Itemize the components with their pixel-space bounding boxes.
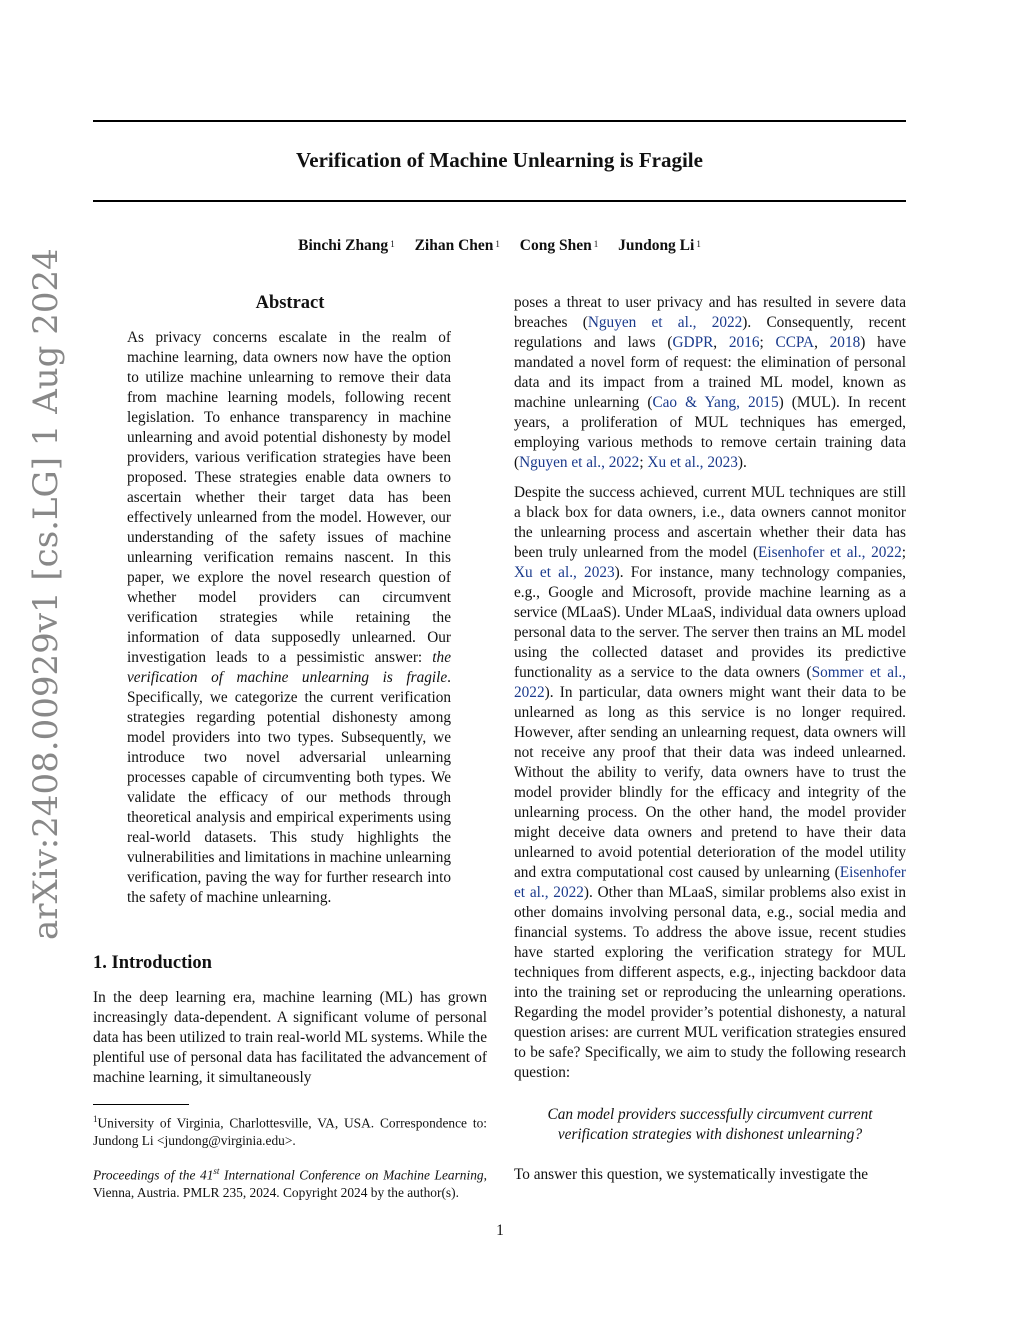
intro-paragraph-3: To answer this question, we systematically investigate the <box>514 1166 869 1183</box>
citation-link[interactable]: Nguyen et al., 2022 <box>519 454 640 471</box>
abstract-heading: Abstract <box>255 293 325 313</box>
citation-link[interactable]: GDPR <box>672 334 714 351</box>
citation-link[interactable]: Xu et al., 2023 <box>514 564 615 581</box>
citation-link[interactable]: Eisenhofer et al., 2022 <box>758 544 902 561</box>
proceedings-footnote: Proceedings of the 41st International Conference on Machine Learning, Vienna, Austria. PMLR 235, 2024. Copyright 2024 by the author(s). <box>93 1166 487 1201</box>
citation-link[interactable]: Sommer et al., 2022 <box>514 664 906 701</box>
author-3: Cong Shen $^1$ <box>519 237 599 254</box>
citation-link[interactable]: Cao & Yang, 2015 <box>652 394 779 411</box>
title-rule-top <box>93 120 906 122</box>
intro-paragraph-1: In the deep learning era, machine learning (ML) has grown increasingly data-dependent. A significant volume of personal data has been utilized to train real-world ML systems. While the plentiful use of personal data has facilitated the advancement of machine learning, it simultaneously <box>93 989 487 1086</box>
left-column <box>93 290 487 1202</box>
citation-link[interactable]: 2018 <box>829 334 861 351</box>
page-number: 1 <box>496 1222 504 1239</box>
citation-link[interactable]: Eisenhofer et al., 2022 <box>514 864 906 901</box>
right-column <box>514 293 906 1185</box>
author-1: Binchi Zhang $^1$ <box>298 237 395 254</box>
citation-link[interactable]: Nguyen et al., 2022 <box>587 314 743 331</box>
author-4: Jundong Li $^1$ <box>618 237 701 254</box>
author-list <box>93 235 906 257</box>
introduction-heading: 1. Introduction <box>93 953 212 973</box>
citation-link[interactable]: CCPA <box>775 334 815 351</box>
author-2: Zihan Chen $^1$ <box>414 237 500 254</box>
affiliation-footnote: $^1$University of Virginia, Charlottesville, VA, USA. Correspondence to: Jundong Li <jundong@virginia.edu>. <box>93 1114 487 1148</box>
citation-link[interactable]: Xu et al., 2023 <box>647 454 738 471</box>
paper-title: Verification of Machine Unlearning is Fragile <box>296 148 703 172</box>
arxiv-stamp: arXiv:2408.00929v1 [cs.LG] 1 Aug 2024 <box>26 248 66 940</box>
intro-paragraph-1-continued: poses a threat to user privacy and has resulted in severe data breaches (Nguyen et al., 2022). Consequently, recent regulations and laws (GDPR, 2016; CCPA, 2018) have mandated a novel form of request: the elimination of personal data and its impact from a trained ML model, known as machine unlearning (Cao & Yang, 2015) (MUL). In recent years, a proliferation of MUL techniques has emerged, employing various methods to remove certain training data (Nguyen et al., 2022; Xu et al., 2023). <box>514 294 906 471</box>
title-rule-bottom <box>93 200 906 202</box>
intro-paragraph-2: Despite the success achieved, current MUL techniques are still a black box for data owners, i.e., data owners cannot monitor the unlearning process and ascertain whether their data has been truly unlearned from the model (Eisenhofer et al., 2022; Xu et al., 2023). For instance, many technology companies, e.g., Google and Microsoft, provide machine learning as a service (MLaaS). Under MLaaS, individual data owners upload personal data to the server. The server then trains an ML model using the collected dataset and provides its predictive functionality as a service to the data owners (Sommer et al., 2022). In particular, data owners might want their data to be unlearned as long as this service is no longer required. However, after sending an unlearning request, data owners will not receive any proof that their data was indeed unlearned. Without the ability to verify, data owners have to trust the model provider blindly for the efficacy and integrity of the unlearning process. On the other hand, the model provider might deceive data owners and pretend to have their data unlearned to avoid potential deterioration of the model utility and extra computational cost caused by unlearning (Eisenhofer et al., 2022). Other than MLaaS, similar problems also exist in other domains involving personal data, e.g., social media and financial systems. To address the above issue, recent studies have started exploring the verification strategy for MUL techniques from different aspects, e.g., injecting backdoor data into the training set or reproducing the unlearning operations. Regarding the model provider’s potential dishonesty, a natural question arises: are current MUL verification strategies ensured to be safe? Specifically, we aim to study the following research question: <box>514 484 906 1081</box>
footnote-separator <box>93 1104 189 1105</box>
abstract-body: As privacy concerns escalate in the realm of machine learning, data owners now have the option to utilize machine unlearning to remove their data from machine learning models, following recent legislation. To enhance transparency in machine unlearning and avoid potential dishonesty by model providers, various verification strategies have been proposed. These strategies enable data owners to ascertain whether their target data has been effectively unlearned from the model. However, our understanding of the safety issues of machine unlearning verification remains nascent. In this paper, we explore the novel research question of whether model providers can circumvent verification strategies while retaining the information of data supposedly unlearned. Our investigation leads to a pessimistic answer: the verification of machine unlearning is fragile. Specifically, we categorize the current verification strategies regarding potential dishonesty among model providers into two types. Subsequently, we introduce two novel adversarial unlearning processes capable of circumventing both types. We validate the efficacy of our methods through theoretical analysis and empirical experiments using real-world datasets. This study highlights the vulnerabilities and limitations in machine unlearning verification, paving the way for further research into the safety of machine unlearning. <box>127 329 451 906</box>
citation-link[interactable]: 2016 <box>728 334 760 351</box>
research-question: Can model providers successfully circumvent current verification strategies with dishonest unlearning? <box>547 1106 873 1143</box>
